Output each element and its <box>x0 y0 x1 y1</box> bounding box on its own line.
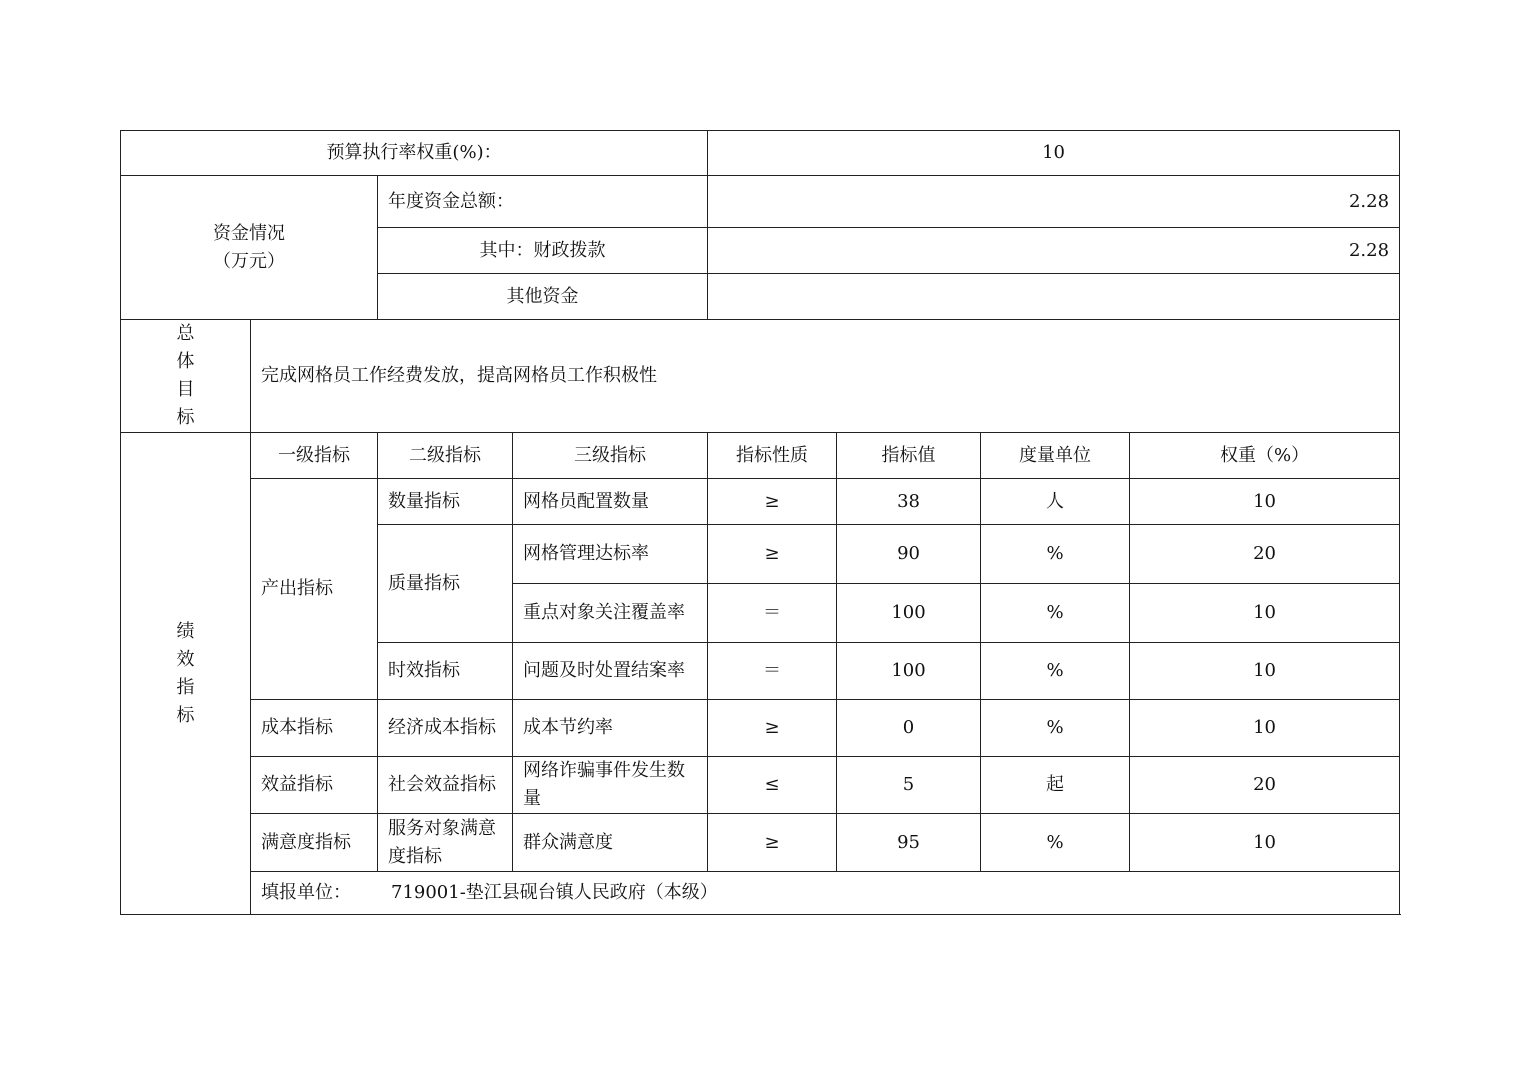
level1-satisfaction: 满意度指标 <box>251 814 378 872</box>
indicator-unit: % <box>981 584 1130 643</box>
goal-label-char: 目 <box>176 379 195 400</box>
indicator-nature: ＝ <box>708 643 837 700</box>
goal-label-char: 体 <box>176 351 195 372</box>
indicator-nature: ≤ <box>708 757 837 814</box>
level1-cost: 成本指标 <box>251 700 378 757</box>
indicator-nature: ≥ <box>708 700 837 757</box>
header-weight: 权重（%） <box>1130 433 1400 479</box>
funds-other-value <box>708 274 1400 320</box>
performance-goal-table <box>120 130 1400 915</box>
footer-unit: 719001-垫江县砚台镇人民政府（本级） <box>391 882 718 903</box>
level2-economic-cost: 经济成本指标 <box>378 700 513 757</box>
funds-fiscal-value: 2.28 <box>708 228 1400 274</box>
indicator-weight: 10 <box>1130 700 1400 757</box>
indicator-nature: ＝ <box>708 584 837 643</box>
funds-other-label: 其他资金 <box>378 274 708 320</box>
funds-total-label: 年度资金总额： <box>378 176 708 228</box>
indicator-name: 网格管理达标率 <box>513 525 708 584</box>
funds-fiscal-label: 其中：财政拨款 <box>378 228 708 274</box>
indicator-value: 5 <box>837 757 981 814</box>
header-unit: 度量单位 <box>981 433 1130 479</box>
indicator-nature: ≥ <box>708 479 837 525</box>
level1-output: 产出指标 <box>251 479 378 700</box>
indicator-weight: 10 <box>1130 643 1400 700</box>
indicator-name: 群众满意度 <box>513 814 708 872</box>
header-level1: 一级指标 <box>251 433 378 479</box>
indicator-value: 95 <box>837 814 981 872</box>
indicator-value: 100 <box>837 643 981 700</box>
indicator-weight: 20 <box>1130 525 1400 584</box>
goal-text: 完成网格员工作经费发放，提高网格员工作积极性 <box>251 320 1400 433</box>
budget-weight-label: 预算执行率权重(%)： <box>121 131 708 176</box>
level2-quantity: 数量指标 <box>378 479 513 525</box>
perf-label <box>121 433 251 915</box>
indicator-nature: ≥ <box>708 814 837 872</box>
indicator-name: 重点对象关注覆盖率 <box>513 584 708 643</box>
funds-label <box>121 176 378 320</box>
funds-total-value: 2.28 <box>708 176 1400 228</box>
header-level3: 三级指标 <box>513 433 708 479</box>
funds-label-line1: 资金情况 <box>213 222 285 244</box>
indicator-value: 90 <box>837 525 981 584</box>
level1-benefit: 效益指标 <box>251 757 378 814</box>
footer-label: 填报单位： <box>261 882 351 903</box>
goal-label <box>121 320 251 433</box>
header-nature: 指标性质 <box>708 433 837 479</box>
header-value: 指标值 <box>837 433 981 479</box>
perf-label-char: 绩 <box>176 620 195 642</box>
indicator-unit: % <box>981 525 1130 584</box>
indicator-unit: % <box>981 643 1130 700</box>
goal-label-char: 总 <box>176 323 195 344</box>
indicator-weight: 10 <box>1130 584 1400 643</box>
indicator-value: 100 <box>837 584 981 643</box>
level2-social-benefit: 社会效益指标 <box>378 757 513 814</box>
perf-label-char: 指 <box>176 676 195 698</box>
indicator-unit: 起 <box>981 757 1130 814</box>
header-level2: 二级指标 <box>378 433 513 479</box>
indicator-value: 38 <box>837 479 981 525</box>
level2-timeliness: 时效指标 <box>378 643 513 700</box>
indicator-weight: 20 <box>1130 757 1400 814</box>
perf-label-char: 效 <box>176 648 195 670</box>
level2-quality: 质量指标 <box>378 525 513 643</box>
footer-row <box>251 872 1400 915</box>
level2-service-satisfaction: 服务对象满意度指标 <box>378 814 513 872</box>
indicator-name: 网络诈骗事件发生数量 <box>513 757 708 814</box>
perf-label-char: 标 <box>176 704 195 726</box>
goal-label-char: 标 <box>176 407 195 428</box>
indicator-unit: % <box>981 700 1130 757</box>
indicator-unit: 人 <box>981 479 1130 525</box>
indicator-weight: 10 <box>1130 479 1400 525</box>
indicator-nature: ≥ <box>708 525 837 584</box>
indicator-unit: % <box>981 814 1130 872</box>
indicator-weight: 10 <box>1130 814 1400 872</box>
indicator-name: 问题及时处置结案率 <box>513 643 708 700</box>
indicator-name: 成本节约率 <box>513 700 708 757</box>
budget-weight-value: 10 <box>708 131 1400 176</box>
indicator-name: 网格员配置数量 <box>513 479 708 525</box>
funds-label-line2: （万元） <box>213 250 285 272</box>
indicator-value: 0 <box>837 700 981 757</box>
